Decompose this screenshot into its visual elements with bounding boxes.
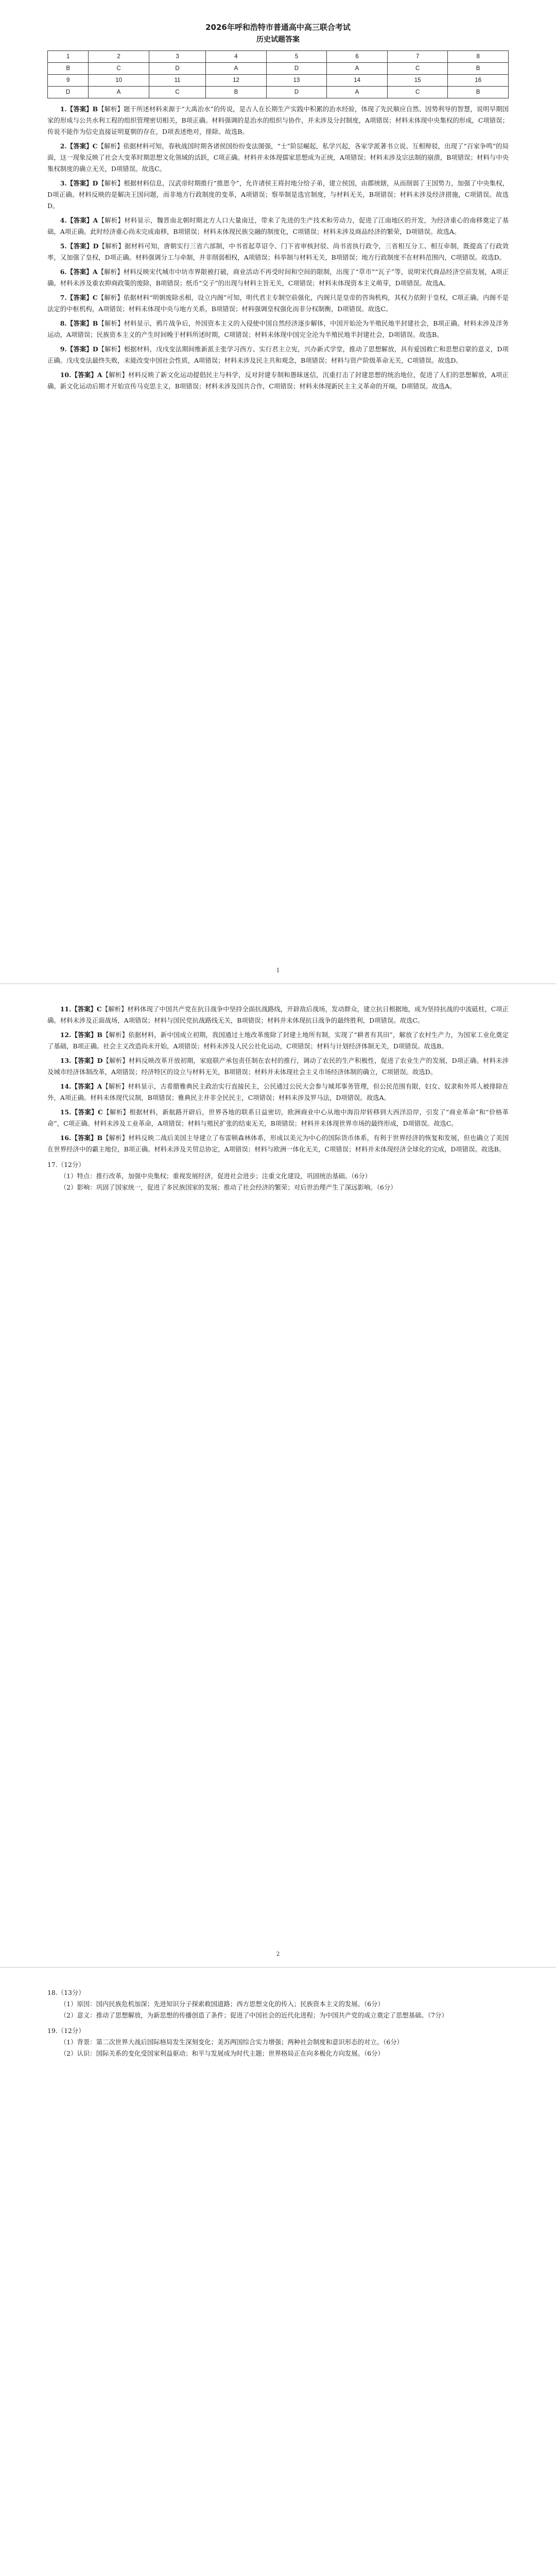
explanation-text: 【解析】材料反映了新文化运动提倡民主与科学，反对封建专制和愚昧迷信，沉重打击了封建思想的统治地位，促进了人们的思想解放，A项正确。新文化运动后期才开始宣传马克思主义，B项错误；材料未涉及国共合作，C项错误；材料未体现新民主主义革命的开端，D项错误。故选A。	[47, 371, 509, 390]
answer-cell: 12	[206, 75, 267, 87]
explanation-paragraph	[47, 1107, 509, 1129]
answer-cell: C	[149, 87, 205, 98]
answer-cell: D	[266, 63, 327, 75]
question-answer-tag: 15.【答案】C	[60, 1108, 103, 1116]
essay-17	[47, 1159, 509, 1193]
essay-line: （1）原因：国内民族危机加深；先进知识分子探索救国道路；西方思想文化的传入；民族资本主义的发展。（6分）	[60, 2000, 384, 2008]
explanation-paragraph	[47, 1029, 509, 1052]
explanation-list	[47, 104, 509, 392]
answer-cell: A	[327, 63, 388, 75]
answer-cell: A	[327, 87, 388, 98]
question-answer-tag: 4.【答案】A	[60, 216, 98, 224]
answer-cell: 2	[89, 51, 149, 63]
answer-cell: D	[266, 87, 327, 98]
explanation-text: 【解析】根据材料信息，汉武帝时期推行“推恩令”，允许诸侯王将封地分给子弟，建立侯国，由郡统辖，从而削弱了王国势力，加强了中央集权，D项正确。材料反映的是解决王国问题，而非地方行政制度的变革，A项错误；察举制是选官制度，与材料无关，B项错误；材料未涉及经济措施，C项错误。故选D。	[47, 179, 509, 210]
explanation-text: 【解析】材料显示，魏晋南北朝时期北方人口大量南迁，带来了先进的生产技术和劳动力，促进了江南地区的开发，为经济重心的南移奠定了基础，A项正确。此时经济重心尚未完成南移，B项错误；材料未体现民族交融的制度化，C项错误；材料未涉及商品经济的繁荣，D项错误。故选A。	[47, 216, 509, 235]
essay-heading: 17.（12分）	[47, 1161, 85, 1168]
answer-cell: 16	[448, 75, 509, 87]
explanation-text: 【解析】材料显示，鸦片战争后，外国资本主义的入侵使中国自然经济逐步解体，中国开始沦为半殖民地半封建社会，B项正确。材料未涉及洋务运动，A项错误；民族资本主义的产生时间晚于材料所述时期，C项错误；材料未体现中国完全沦为半殖民地半封建社会，D项错误。故选B。	[47, 319, 509, 338]
document-subtitle: 历史试题答案	[256, 36, 300, 44]
answer-cell: 14	[327, 75, 388, 87]
explanation-paragraph	[47, 292, 509, 315]
essay-line: （2）影响：巩固了国家统一，促进了多民族国家的发展；推动了社会经济的繁荣；对后世治理产生了深远影响。（6分）	[60, 1183, 397, 1191]
question-answer-tag: 1.【答案】B	[60, 105, 98, 113]
answer-cell: C	[387, 87, 448, 98]
explanation-paragraph	[47, 1081, 509, 1104]
answer-row-letters	[48, 63, 509, 75]
explanation-text: 【解析】材料体现了中国共产党在抗日战争中坚持全面抗战路线，开辟敌后战场，发动群众，建立抗日根据地，成为坚持抗战的中流砥柱，C项正确。材料未涉及正面战场，A项错误；材料与国民党抗战路线无关，B项错误；材料并未体现抗日战争的最终胜利，D项错误。故选C。	[47, 1005, 509, 1024]
explanation-text: 【解析】据材料可知，唐朝实行三省六部制，中书省起草诏令、门下省审核封驳、尚书省执行政令，三省相互分工、相互牵制，既提高了行政效率，又加强了皇权，D项正确。材料强调分工与牵制，并非削弱相权，A项错误；科举制与材料无关，B项错误；地方行政制度不在材料范围内，C项错误。故选D。	[47, 242, 509, 261]
explanation-list	[47, 1004, 509, 1155]
essay-line: （2）意义：推动了思想解放，为新思想的传播创造了条件；促进了中国社会的近代化进程；为中国共产党的成立奠定了思想基础。（7分）	[60, 2011, 448, 2019]
question-answer-tag: 9.【答案】D	[60, 345, 98, 353]
explanation-text: 【解析】题干所述材料来源于“大禹治水”的传说，是古人在长期生产实践中积累的治水经验，体现了先民顺应自然、因势利导的智慧，说明早期国家的形成与公共水利工程的组织管理密切相关，B项正确。材料强调的是治水的组织与协作，并未涉及分封制度，A项错误；材料未体现中央集权的形成，C项错误；传说不能作为信史直接证明夏朝的存在，D项表述绝对，排除。故选B。	[47, 105, 509, 135]
explanation-paragraph	[47, 215, 509, 238]
question-answer-tag: 10.【答案】A	[60, 371, 102, 379]
essay-19	[47, 2025, 509, 2059]
essay-line: （1）背景：第二次世界大战后国际格局发生深刻变化；美苏两国综合实力增强；两种社会制度和意识形态的对立。（6分）	[60, 2038, 404, 2046]
answer-cell: 4	[206, 51, 267, 63]
question-answer-tag: 13.【答案】D	[60, 1057, 103, 1064]
answer-cell: 8	[448, 51, 509, 63]
page-number: 1	[276, 967, 280, 974]
answer-cell: 15	[387, 75, 448, 87]
explanation-paragraph	[47, 104, 509, 138]
question-answer-tag: 14.【答案】A	[60, 1082, 102, 1090]
question-answer-tag: 2.【答案】C	[60, 142, 98, 150]
answer-cell: 10	[89, 75, 149, 87]
answer-row-numbers	[48, 51, 509, 63]
page-1	[0, 0, 556, 984]
explanation-paragraph	[47, 141, 509, 175]
answer-cell: B	[448, 87, 509, 98]
answer-cell: B	[206, 87, 267, 98]
essay-heading: 18.（13分）	[47, 1989, 85, 1996]
question-answer-tag: 16.【答案】B	[60, 1134, 103, 1142]
explanation-paragraph	[47, 344, 509, 366]
explanation-text: 【解析】依据材料，新中国成立初期，我国通过土地改革废除了封建土地所有制，实现了“耕者有其田”，解放了农村生产力，为国家工业化奠定了基础，B项正确。社会主义改造尚未开始，A项错误；材料未涉及人民公社化运动，C项错误；材料与计划经济体制无关，D项错误。故选B。	[47, 1031, 509, 1050]
question-answer-tag: 7.【答案】C	[60, 294, 98, 301]
answer-cell: 6	[327, 51, 388, 63]
explanation-text: 【解析】依据材料可知，春秋战国时期各诸侯国纷纷变法图强，“士”阶层崛起，私学兴起，各家学派著书立说、互相辩驳，出现了“百家争鸣”的局面，这一现象反映了社会大变革时期思想文化领域的活跃，C项正确。材料并未体现儒家思想成为正统，A项错误；材料未涉及宗法制的崩溃，B项错误；材料与中央集权制度的确立无关，D项错误。故选C。	[47, 142, 509, 173]
explanation-text: 【解析】根据材料，戊戌变法期间维新派主张学习西方、实行君主立宪，兴办新式学堂，推动了思想解放，具有爱国救亡和思想启蒙的意义，D项正确。戊戌变法最终失败，未能改变中国社会性质，A项错误；材料未涉及民主共和观念，B项错误；材料与资产阶级革命无关，C项错误。故选D。	[47, 345, 509, 364]
answer-cell: 5	[266, 51, 327, 63]
essay-heading: 19.（12分）	[47, 2027, 85, 2035]
question-answer-tag: 8.【答案】B	[60, 319, 98, 327]
explanation-paragraph	[47, 178, 509, 212]
answer-cell: C	[387, 63, 448, 75]
answer-cell: 9	[48, 75, 89, 87]
answer-cell: A	[89, 87, 149, 98]
answer-cell: 1	[48, 51, 89, 63]
question-answer-tag: 12.【答案】B	[60, 1031, 103, 1039]
question-answer-tag: 11.【答案】C	[60, 1005, 102, 1013]
question-answer-tag: 5.【答案】D	[60, 242, 99, 250]
explanation-paragraph	[47, 266, 509, 289]
explanation-text: 【解析】材料反映改革开放初期，家庭联产承包责任制在农村的推行，调动了农民的生产积极性，促进了农业生产的发展，D项正确。材料未涉及城市经济体制改革，A项错误；经济特区的设立与材料无关，B项错误；材料并未体现社会主义市场经济体制的确立，C项错误。故选D。	[47, 1057, 509, 1076]
question-answer-tag: 6.【答案】A	[60, 268, 98, 276]
answer-cell: 13	[266, 75, 327, 87]
explanation-paragraph	[47, 1004, 509, 1026]
page-3	[0, 1967, 556, 2576]
essay-line: （2）认识：国际关系的变化受国家利益驱动；和平与发展成为时代主题；世界格局正在向多极化方向发展。（6分）	[60, 2049, 384, 2057]
answer-cell: 3	[149, 51, 205, 63]
explanation-text: 【解析】材料反映二战后美国主导建立了布雷顿森林体系，形成以美元为中心的国际货币体系，有利于世界经济的恢复和发展，但也确立了美国在世界经济中的霸主地位，B项正确。材料未涉及关贸总协定，A项错误；材料与欧洲一体化无关，C项错误；材料并未体现经济全球化的完成，D项错误。故选B。	[47, 1134, 509, 1153]
explanation-paragraph	[47, 1132, 509, 1155]
answer-cell: C	[89, 63, 149, 75]
essay-line: （1）特点：推行改革，加强中央集权；重视发展经济，促进社会进步；注重文化建设，巩固统治基础。（6分）	[60, 1172, 372, 1180]
answer-cell: 7	[387, 51, 448, 63]
answer-cell: B	[48, 63, 89, 75]
answer-cell: 11	[149, 75, 205, 87]
page-number: 2	[276, 1951, 280, 1957]
explanation-paragraph	[47, 318, 509, 341]
explanation-text: 【解析】根据材料，新航路开辟后，世界各地的联系日益密切，欧洲商业中心从地中海沿岸转移到大西洋沿岸，引发了“商业革命”和“价格革命”，C项正确。材料未涉及工业革命，A项错误；材料与殖民扩张的结束无关，B项错误；材料并未体现世界市场的最终形成，D项错误。故选C。	[47, 1108, 509, 1127]
explanation-text: 【解析】依据材料“明朝废除丞相，设立内阁”可知，明代君主专制空前强化，内阁只是皇帝的咨询机构，其权力依附于皇权，C项正确。内阁不是法定的中枢机构，A项错误；材料未体现中央与地方关系，B项错误；材料强调皇权强化而非分权制衡，D项错误。故选C。	[47, 294, 509, 313]
answer-table	[47, 50, 509, 98]
explanation-text: 【解析】材料显示，古希腊雅典民主政治实行直接民主，公民通过公民大会参与城邦事务管理，但公民范围有限，妇女、奴隶和外邦人被排除在外，A项正确。材料未体现代议制，B项错误；雅典民主并非全民民主，C项错误；材料未涉及罗马法，D项错误。故选A。	[47, 1082, 509, 1101]
explanation-paragraph	[47, 369, 509, 392]
answer-cell: A	[206, 63, 267, 75]
question-answer-tag: 3.【答案】D	[60, 179, 98, 187]
answer-cell: D	[149, 63, 205, 75]
explanation-text: 【解析】材料反映宋代城市中坊市界限被打破，商业活动不再受时间和空间的限制，出现了“草市”“瓦子”等，说明宋代商品经济空前发展，A项正确。材料未涉及重农抑商政策的废除，B项错误；纸币“交子”的出现与材料主旨无关，C项错误；材料未体现资本主义萌芽，D项错误。故选A。	[47, 268, 509, 287]
answer-cell: B	[448, 63, 509, 75]
answer-row-numbers	[48, 75, 509, 87]
document-title: 2026年呼和浩特市普通高中高三联合考试	[205, 23, 351, 32]
page-2	[0, 984, 556, 1967]
essay-18	[47, 1987, 509, 2021]
explanation-paragraph	[47, 241, 509, 263]
explanation-paragraph	[47, 1055, 509, 1078]
answer-cell: D	[48, 87, 89, 98]
answer-row-letters	[48, 87, 509, 98]
